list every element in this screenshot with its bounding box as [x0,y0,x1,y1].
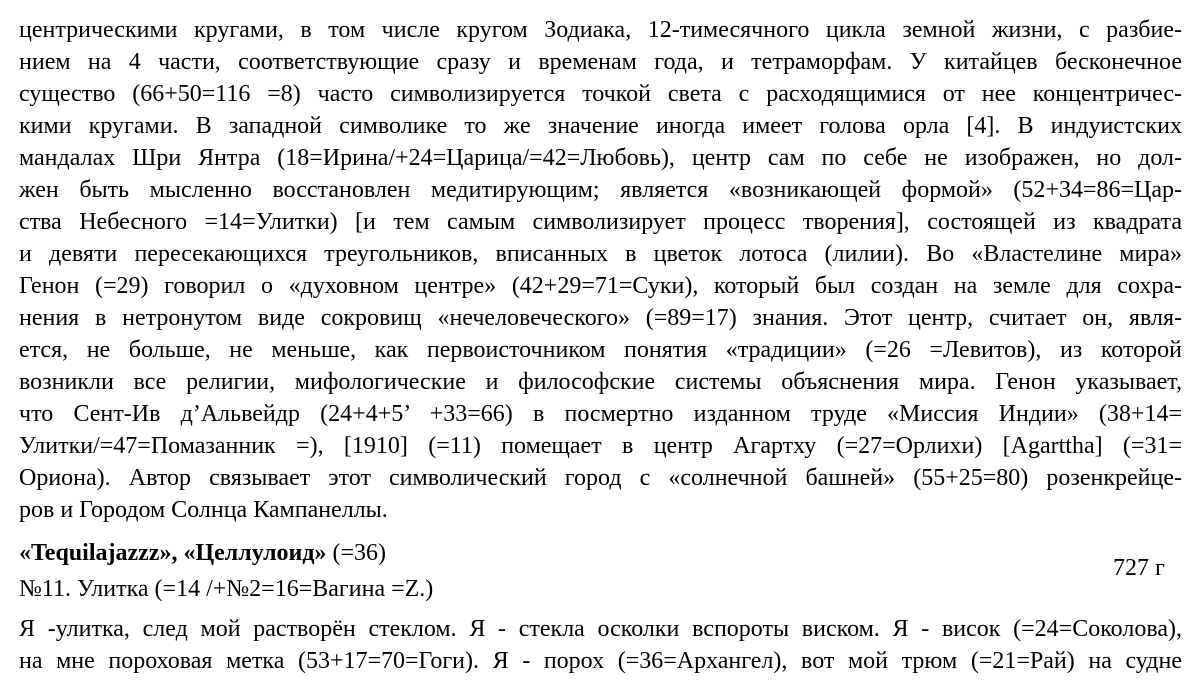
paragraph-line-9: Генон (=29) говорил о «духовном центре» (42+29=71=Суки), который был создан на земле для сохра- [19,273,1182,299]
poem-title: №11. Улитка (=14 /+№2=16=Вагина =Z.) [19,576,434,602]
poem-line-2: на мне пороховая метка (53+17=70=Гоги). Я - порох (=36=Архангел), вот мой трюм (=21=Рай) на судне [19,648,1182,674]
paragraph-line-2: нием на 4 части, соответствующие сразу и временам года, и тетраморфам. У китайцев бесконечное [19,49,1182,75]
paragraph-line-4: кими кругами. В западной символике то же значение иногда имеет голова орла [4]. В индуистских [19,113,1182,139]
heading-suffix: (=36) [326,540,387,566]
paragraph-line-3: существо (66+50=116 =8) часто символизируется точкой света с расходящимися от нее концентричес- [19,81,1182,107]
paragraph-line-8: и девяти пересекающихся треугольников, вписанных в цветок лотоса (лилии). Во «Властелине мира» [19,241,1182,267]
paragraph-line-6: жен быть мысленно восстановлен медитирующим; является «возникающей формой» (52+34=86=Цар- [19,177,1182,203]
paragraph-line-14: Улитки/=47=Помазанник =), [1910] (=11) помещает в центр Агартху (=27=Орлихи) [Agarttha] (=31= [19,433,1182,459]
paragraph-line-15: Ориона). Автор связывает этот символический город с «солнечной башней» (55+25=80) розенкрейце- [19,465,1182,491]
paragraph-line-16: ров и Городом Солнца Кампанеллы. [19,497,388,523]
paragraph-line-12: возникли все религии, мифологические и философские системы объяснения мира. Генон указывает, [19,369,1182,395]
paragraph-line-1: центрическими кругами, в том числе кругом Зодиака, 12-тимесячного цикла земной жизни, с разбие- [19,17,1182,43]
page-number: 727 г [1113,555,1165,581]
paragraph-line-13: что Сент-Ив д’Альвейдр (24+4+5’ +33=66) в посмертно изданном труде «Миссия Индии» (38+14= [19,401,1182,427]
heading-title: «Tequilajazzz», «Целлулоид» [19,540,327,566]
poem-line-1: Я -улитка, след мой растворён стеклом. Я - стекла осколки вспороты виском. Я - висок (=24=Соколова), [19,616,1182,642]
paragraph-line-5: мандалах Шри Янтра (18=Ирина/+24=Царица/=42=Любовь), центр сам по себе не изображен, но дол- [19,145,1182,171]
paragraph-line-11: ется, не больше, не меньше, как первоисточником понятия «традиции» (=26 =Левитов), из которой [19,337,1182,363]
paragraph-line-10: нения в нетронутом виде сокровищ «нечеловеческого» (=89=17) знания. Этот центр, считает он, явля- [19,305,1182,331]
section-heading [19,537,386,569]
paragraph-line-7: ства Небесного =14=Улитки) [и тем самым символизирует процесс творения], состоящей из квадрата [19,209,1182,235]
